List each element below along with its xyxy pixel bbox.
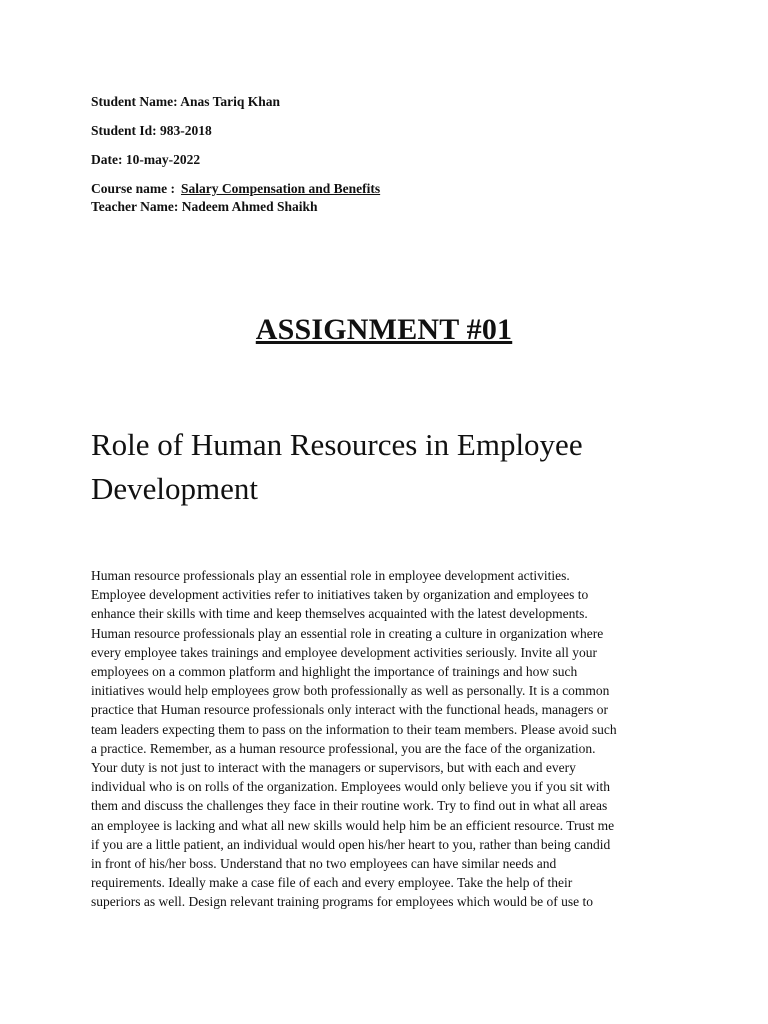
- body-line: individual who is on rolls of the organization. Employees would only believe you if you sit with: [91, 779, 611, 795]
- student-name-value: Anas Tariq Khan: [180, 94, 281, 109]
- body-line: Your duty is not just to interact with the managers or supervisors, but with each and every: [91, 760, 576, 776]
- date-line: [91, 152, 380, 168]
- body-line: in front of his/her boss. Understand that no two employees can have similar needs and: [91, 856, 557, 872]
- teacher-label: Teacher Name:: [91, 199, 179, 214]
- body-line: if you are a little patient, an individual would open his/her heart to you, rather than being candid: [91, 836, 611, 852]
- body-paragraph: [91, 566, 671, 912]
- body-line: practice that Human resource professionals only interact with the functional heads, managers or: [91, 702, 608, 718]
- body-line: a practice. Remember, as a human resource professional, you are the face of the organization.: [91, 740, 596, 756]
- date-value: 10-may-2022: [125, 152, 201, 167]
- body-line: Employee development activities refer to initiatives taken by organization and employees to: [91, 587, 589, 603]
- teacher-value: Nadeem Ahmed Shaikh: [181, 199, 318, 214]
- body-line: them and discuss the challenges they face in their routine work. Try to find out in what all areas: [91, 798, 608, 814]
- body-line: enhance their skills with time and keep themselves acquainted with the latest developments.: [91, 606, 588, 622]
- body-line: every employee takes trainings and employee development activities seriously. Invite all your: [91, 644, 597, 660]
- body-line: team leaders expecting them to pass on the information to their team members. Please avoid such: [91, 721, 617, 737]
- date-label: Date:: [91, 152, 123, 167]
- assignment-heading: ASSIGNMENT #01: [255, 313, 513, 346]
- document-title: Role of Human Resources in Employee Development: [91, 427, 583, 506]
- body-line: superiors as well. Design relevant training programs for employees which would be of use to: [91, 894, 593, 910]
- student-info-block: [91, 94, 380, 215]
- teacher-line: [91, 199, 380, 215]
- body-line: initiatives would help employees grow both professionally as well as personally. It is a common: [91, 683, 610, 699]
- body-line: Human resource professionals play an essential role in creating a culture in organization where: [91, 625, 604, 641]
- body-line: an employee is lacking and what all new skills would help him be an efficient resource. Trust me: [91, 817, 615, 833]
- student-id-value: 983-2018: [160, 123, 212, 138]
- student-id-label: Student Id:: [91, 123, 157, 138]
- course-value: Salary Compensation and Benefits: [181, 181, 381, 196]
- student-id-line: [91, 123, 380, 139]
- course-label: Course name :: [91, 181, 175, 196]
- body-line: employees on a common platform and highlight the importance of trainings and how such: [91, 664, 578, 680]
- body-line: requirements. Ideally make a case file of each and every employee. Take the help of their: [91, 875, 573, 891]
- body-line: Human resource professionals play an essential role in employee development activities.: [91, 568, 570, 583]
- student-name-label: Student Name:: [91, 94, 178, 109]
- student-name-line: [91, 94, 380, 110]
- course-line: [91, 181, 380, 197]
